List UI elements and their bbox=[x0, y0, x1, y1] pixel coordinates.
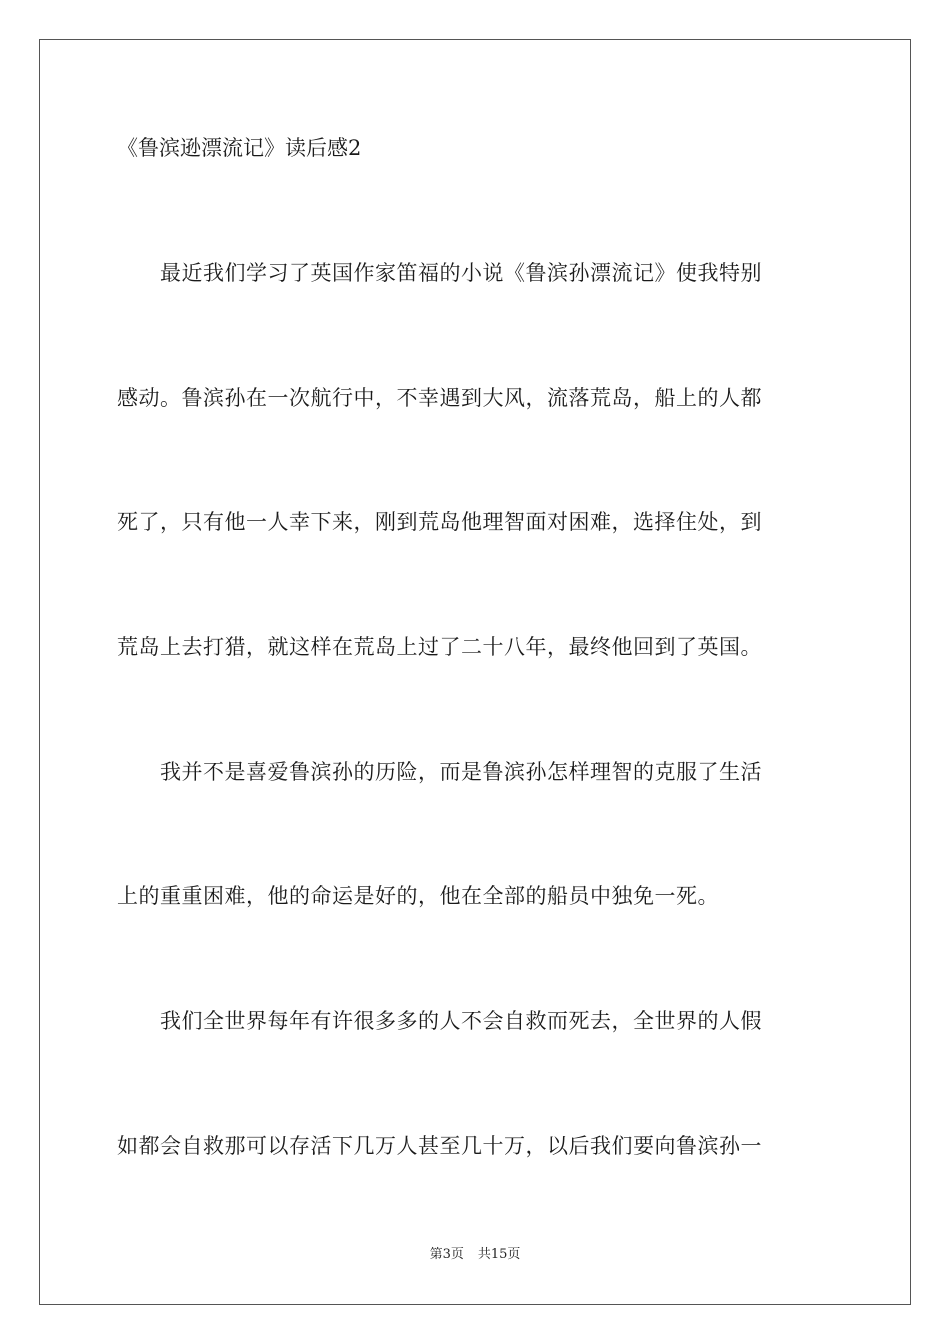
body-line: 上的重重困难，他的命运是好的，他在全部的船员中独免一死。 bbox=[117, 884, 719, 908]
body-line: 荒岛上去打猎，就这样在荒岛上过了二十八年，最终他回到了英国。 bbox=[117, 635, 762, 659]
page-footer bbox=[0, 1246, 950, 1264]
page-border bbox=[39, 39, 911, 1305]
body-line: 死了，只有他一人幸下来，刚到荒岛他理智面对困难，选择住处，到 bbox=[117, 510, 762, 534]
page-number: 第3页 bbox=[429, 1247, 464, 1262]
document-title: 《鲁滨逊漂流记》读后感2 bbox=[117, 136, 362, 160]
body-line: 感动。鲁滨孙在一次航行中，不幸遇到大风，流落荒岛，船上的人都 bbox=[117, 386, 762, 410]
page-total: 共15页 bbox=[477, 1247, 521, 1262]
body-line: 我并不是喜爱鲁滨孙的历险，而是鲁滨孙怎样理智的克服了生活 bbox=[117, 760, 762, 784]
body-line: 如都会自救那可以存活下几万人甚至几十万，以后我们要向鲁滨孙一 bbox=[117, 1134, 762, 1158]
body-line: 最近我们学习了英国作家笛福的小说《鲁滨孙漂流记》使我特别 bbox=[117, 261, 762, 285]
body-line: 我们全世界每年有许很多多的人不会自救而死去，全世界的人假 bbox=[117, 1009, 762, 1033]
